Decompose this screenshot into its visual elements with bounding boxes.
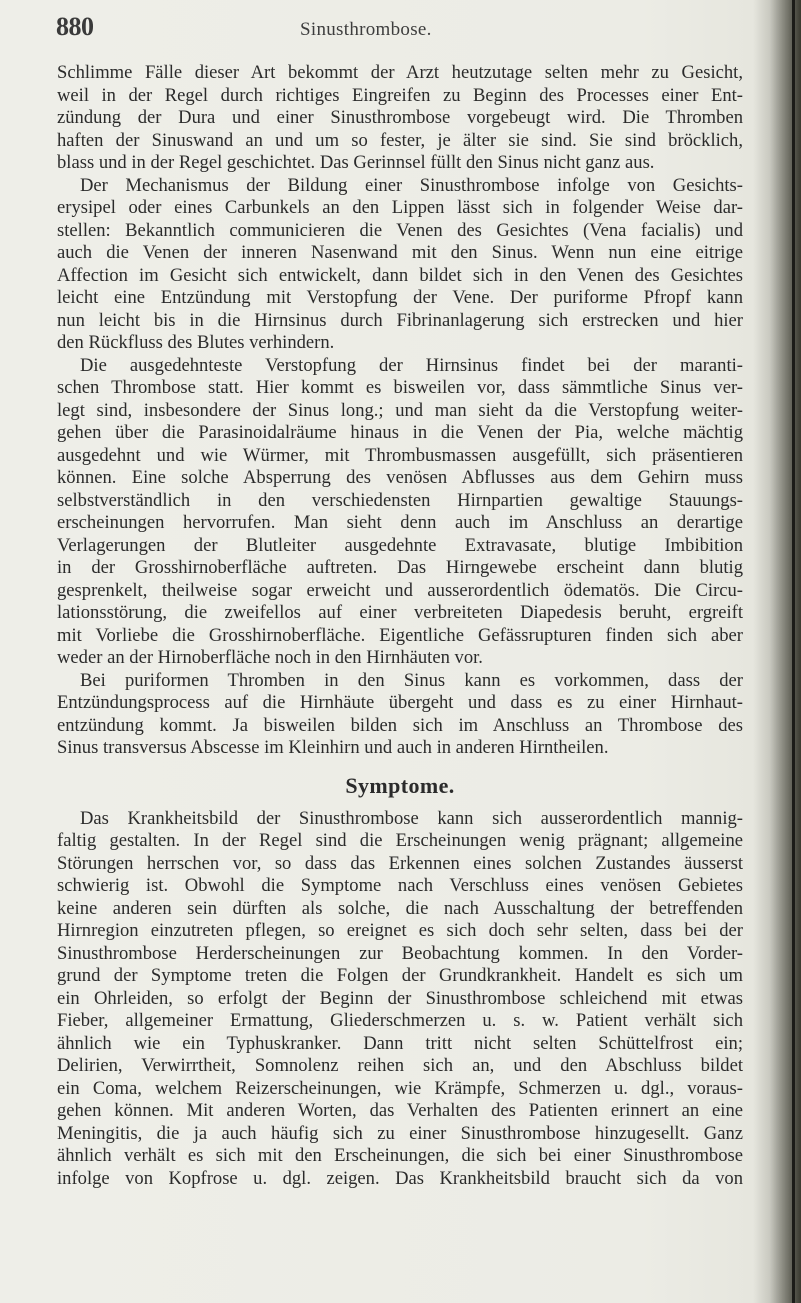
text-line: Entzündungsprocess auf die Hirnhäute übergeht und dass es zu einer Hirnhaut-	[57, 692, 743, 713]
section-heading: Symptome.	[345, 772, 455, 798]
text-line: den Rückfluss des Blutes verhindern.	[57, 332, 335, 353]
running-title: Sinusthrombose.	[300, 19, 432, 40]
text-line: nun leicht bis in die Hirnsinus durch Fibrinanlagerung sich erstrecken und hier	[57, 309, 743, 331]
text-line: infolge von Kopfrose u. dgl. zeigen. Das Krankheitsbild braucht sich da von	[57, 1167, 743, 1189]
text-line: ähnlich wie ein Typhuskranker. Dann tritt nicht selten Schüttelfrost ein;	[57, 1032, 743, 1054]
text-line: mit Vorliebe die Grosshirnoberfläche. Eigentliche Gefässrupturen finden sich aber	[57, 624, 743, 646]
text-line: ein Ohrleiden, so erfolgt der Beginn der Sinusthrombose schleichend mit etwas	[57, 987, 743, 1009]
text-line: faltig gestalten. In der Regel sind die Erscheinungen wenig prägnant; allgemeine	[57, 830, 743, 851]
text-line: keine anderen sein dürften als solche, die nach Ausschaltung der betreffenden	[57, 897, 743, 919]
text-line: weil in der Regel durch richtiges Eingreifen zu Beginn des Processes einer Ent-	[57, 84, 743, 106]
text-line: blass und in der Regel geschichtet. Das Gerinnsel füllt den Sinus nicht ganz aus.	[57, 152, 655, 173]
text-line: schwierig ist. Obwohl die Symptome nach Verschluss eines venösen Gebietes	[57, 875, 743, 896]
text-line: ein Coma, welchem Reizerscheinungen, wie Krämpfe, Schmerzen u. dgl., voraus-	[57, 1077, 743, 1099]
text-line: selbstverständlich in den verschiedensten Hirnpartien gewaltige Stauungs-	[57, 489, 743, 511]
paragraph	[57, 355, 743, 670]
text-line: Schlimme Fälle dieser Art bekommt der Arzt heutzutage selten mehr zu Gesicht,	[57, 62, 743, 83]
paragraph	[57, 808, 743, 1191]
text-line: können. Eine solche Absperrung des venösen Abflusses aus dem Gehirn muss	[57, 467, 743, 488]
text-line: Affection im Gesicht sich entwickelt, dann bildet sich in den Venen des Gesichtes	[57, 264, 743, 286]
text-line: haften der Sinuswand an und um so fester, je älter sie sind. Sie sind bröcklich,	[57, 129, 743, 151]
text-line: Hirnregion einzutreten pflegen, so ereignet es sich doch sehr selten, dass bei der	[57, 920, 743, 941]
body-text	[57, 62, 743, 1190]
paragraph	[57, 670, 743, 760]
text-line: stellen: Bekanntlich communicieren die Venen des Gesichtes (Vena facialis) und	[57, 219, 743, 241]
text-line: erysipel oder eines Carbunkels an den Lippen lässt sich in folgender Weise dar-	[57, 197, 743, 218]
text-line: Verlagerungen der Blutleiter ausgedehnte Extravasate, blutige Imbibition	[57, 534, 743, 556]
page-number: 880	[56, 12, 94, 41]
text-line: Die ausgedehnteste Verstopfung der Hirnsinus findet bei der maranti-	[80, 354, 743, 376]
text-line: Der Mechanismus der Bildung einer Sinusthrombose infolge von Gesichts-	[80, 174, 743, 196]
text-line: Bei puriformen Thromben in den Sinus kann es vorkommen, dass der	[80, 669, 743, 691]
text-line: Das Krankheitsbild der Sinusthrombose kann sich ausserordentlich mannig-	[80, 807, 743, 829]
text-line: Delirien, Verwirrtheit, Somnolenz reihen sich an, und den Abschluss bildet	[57, 1055, 743, 1076]
text-line: schen Thrombose statt. Hier kommt es bisweilen vor, dass sämmtliche Sinus ver-	[57, 377, 743, 398]
text-line: gehen können. Mit anderen Worten, das Verhalten des Patienten erinnert an eine	[57, 1100, 743, 1121]
text-line: auch die Venen der inneren Nasenwand mit den Sinus. Wenn nun eine eitrige	[57, 242, 743, 263]
text-line: entzündung kommt. Ja bisweilen bilden sich im Anschluss an Thrombose des	[57, 714, 743, 736]
text-line: Sinusthrombose Herderscheinungen zur Beobachtung kommen. In den Vorder-	[57, 942, 743, 964]
text-line: legt sind, insbesondere der Sinus long.; und man sieht da die Verstopfung weiter-	[57, 399, 743, 421]
paragraph	[57, 62, 743, 175]
text-line: ausgedehnt und wie Würmer, mit Thrombusmassen ausgefüllt, sich präsentieren	[57, 444, 743, 466]
text-line: gesprenkelt, theilweise sogar erweicht und ausserordentlich ödematös. Die Circu-	[57, 579, 743, 601]
text-line: weder an der Hirnoberfläche noch in den Hirnhäuten vor.	[57, 647, 483, 668]
text-line: erscheinungen hervorrufen. Man sieht denn auch im Anschluss an derartige	[57, 512, 743, 533]
text-line: in der Grosshirnoberfläche auftreten. Das Hirngewebe erscheint dann blutig	[57, 557, 743, 578]
text-line: zündung der Dura und einer Sinusthrombose vorgebeugt wird. Die Thromben	[57, 107, 743, 128]
text-line: lationsstörung, die zweifellos auf einer verbreiteten Diapedesis beruht, ergreift	[57, 602, 743, 623]
book-spine-edge	[792, 0, 795, 1303]
text-line: Fieber, allgemeiner Ermattung, Gliederschmerzen u. s. w. Patient verhält sich	[57, 1010, 743, 1031]
text-line: Störungen herrschen vor, so dass das Erkennen eines solchen Zustandes äusserst	[57, 852, 743, 874]
text-line: ähnlich verhält es sich mit den Erscheinungen, die sich bei einer Sinusthrombose	[57, 1145, 743, 1166]
text-line: leicht eine Entzündung mit Verstopfung der Vene. Der puriforme Pfropf kann	[57, 287, 743, 308]
text-line: Meningitis, die ja auch häufig sich zu einer Sinusthrombose hinzugesellt. Ganz	[57, 1122, 743, 1144]
paragraph	[57, 175, 743, 355]
text-line: grund der Symptome treten die Folgen der Grundkrankheit. Handelt es sich um	[57, 965, 743, 986]
text-line: gehen über die Parasinoidalräume hinaus in die Venen der Pia, welche mächtig	[57, 422, 743, 443]
text-line: Sinus transversus Abscesse im Kleinhirn und auch in anderen Hirntheilen.	[57, 737, 609, 758]
